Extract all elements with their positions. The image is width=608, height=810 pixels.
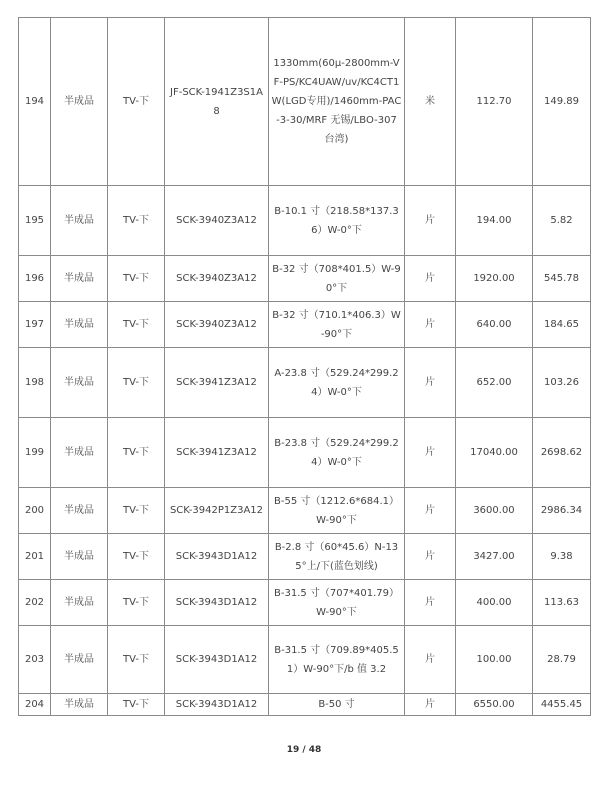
cell-qty: 6550.00 xyxy=(456,694,533,716)
table-row xyxy=(19,186,591,256)
cell-no: 195 xyxy=(19,186,51,256)
cell-spec: B-32 寸（710.1*406.3）W-90°下 xyxy=(269,302,405,348)
table-row xyxy=(19,18,591,186)
cell-code: SCK-3940Z3A12 xyxy=(165,186,269,256)
cell-spec: B-10.1 寸（218.58*137.36）W-0°下 xyxy=(269,186,405,256)
cell-cat: TV-下 xyxy=(108,418,165,488)
inventory-table xyxy=(18,17,591,716)
cell-code: SCK-3943D1A12 xyxy=(165,534,269,580)
cell-spec: B-2.8 寸（60*45.6）N-135°上/下(蓝色划线) xyxy=(269,534,405,580)
cell-unit: 片 xyxy=(405,694,456,716)
cell-qty: 1920.00 xyxy=(456,256,533,302)
table-row xyxy=(19,580,591,626)
cell-spec: A-23.8 寸（529.24*299.24）W-0°下 xyxy=(269,348,405,418)
cell-code: SCK-3940Z3A12 xyxy=(165,302,269,348)
cell-unit: 片 xyxy=(405,186,456,256)
cell-amount: 103.26 xyxy=(533,348,591,418)
cell-cat: TV-下 xyxy=(108,626,165,694)
cell-qty: 112.70 xyxy=(456,18,533,186)
table-row xyxy=(19,626,591,694)
cell-type: 半成品 xyxy=(51,186,108,256)
cell-unit: 片 xyxy=(405,488,456,534)
cell-unit: 片 xyxy=(405,580,456,626)
cell-qty: 17040.00 xyxy=(456,418,533,488)
cell-no: 202 xyxy=(19,580,51,626)
cell-amount: 4455.45 xyxy=(533,694,591,716)
cell-no: 204 xyxy=(19,694,51,716)
cell-unit: 米 xyxy=(405,18,456,186)
cell-qty: 652.00 xyxy=(456,348,533,418)
cell-cat: TV-下 xyxy=(108,348,165,418)
cell-type: 半成品 xyxy=(51,302,108,348)
cell-no: 201 xyxy=(19,534,51,580)
cell-amount: 149.89 xyxy=(533,18,591,186)
cell-type: 半成品 xyxy=(51,534,108,580)
cell-spec: B-31.5 寸（707*401.79）W-90°下 xyxy=(269,580,405,626)
cell-no: 199 xyxy=(19,418,51,488)
cell-no: 200 xyxy=(19,488,51,534)
cell-type: 半成品 xyxy=(51,418,108,488)
cell-no: 194 xyxy=(19,18,51,186)
cell-spec: B-50 寸 xyxy=(269,694,405,716)
cell-spec: B-23.8 寸（529.24*299.24）W-0°下 xyxy=(269,418,405,488)
cell-cat: TV-下 xyxy=(108,488,165,534)
cell-qty: 3600.00 xyxy=(456,488,533,534)
cell-cat: TV-下 xyxy=(108,580,165,626)
cell-amount: 28.79 xyxy=(533,626,591,694)
cell-amount: 545.78 xyxy=(533,256,591,302)
cell-amount: 5.82 xyxy=(533,186,591,256)
cell-amount: 113.63 xyxy=(533,580,591,626)
cell-code: SCK-3943D1A12 xyxy=(165,626,269,694)
cell-qty: 640.00 xyxy=(456,302,533,348)
cell-unit: 片 xyxy=(405,348,456,418)
table-row xyxy=(19,534,591,580)
cell-cat: TV-下 xyxy=(108,256,165,302)
cell-no: 203 xyxy=(19,626,51,694)
cell-unit: 片 xyxy=(405,626,456,694)
cell-spec: B-32 寸（708*401.5）W-90°下 xyxy=(269,256,405,302)
cell-code: SCK-3943D1A12 xyxy=(165,694,269,716)
cell-no: 197 xyxy=(19,302,51,348)
cell-spec: B-31.5 寸（709.89*405.51）W-90°下/b 值 3.2 xyxy=(269,626,405,694)
cell-type: 半成品 xyxy=(51,256,108,302)
cell-spec: B-55 寸（1212.6*684.1）W-90°下 xyxy=(269,488,405,534)
cell-code: SCK-3940Z3A12 xyxy=(165,256,269,302)
cell-qty: 194.00 xyxy=(456,186,533,256)
table-row xyxy=(19,302,591,348)
cell-cat: TV-下 xyxy=(108,18,165,186)
cell-code: JF-SCK-1941Z3S1A8 xyxy=(165,18,269,186)
cell-type: 半成品 xyxy=(51,18,108,186)
cell-code: SCK-3941Z3A12 xyxy=(165,418,269,488)
cell-amount: 9.38 xyxy=(533,534,591,580)
table-row xyxy=(19,488,591,534)
cell-cat: TV-下 xyxy=(108,694,165,716)
table-row xyxy=(19,418,591,488)
cell-qty: 400.00 xyxy=(456,580,533,626)
cell-unit: 片 xyxy=(405,256,456,302)
cell-code: SCK-3941Z3A12 xyxy=(165,348,269,418)
cell-code: SCK-3943D1A12 xyxy=(165,580,269,626)
cell-cat: TV-下 xyxy=(108,534,165,580)
cell-amount: 2698.62 xyxy=(533,418,591,488)
cell-unit: 片 xyxy=(405,302,456,348)
cell-type: 半成品 xyxy=(51,348,108,418)
cell-amount: 184.65 xyxy=(533,302,591,348)
cell-qty: 3427.00 xyxy=(456,534,533,580)
cell-cat: TV-下 xyxy=(108,186,165,256)
cell-unit: 片 xyxy=(405,418,456,488)
cell-type: 半成品 xyxy=(51,626,108,694)
cell-code: SCK-3942P1Z3A12 xyxy=(165,488,269,534)
cell-cat: TV-下 xyxy=(108,302,165,348)
cell-type: 半成品 xyxy=(51,488,108,534)
cell-no: 198 xyxy=(19,348,51,418)
cell-spec: 1330mm(60μ-2800mm-VF-PS/KC4UAW/uv/KC4CT1W(LGD专用)/1460mm-PAC-3-30/MRF 无锡/LBO-307 台湾) xyxy=(269,18,405,186)
cell-type: 半成品 xyxy=(51,694,108,716)
table-row xyxy=(19,348,591,418)
cell-qty: 100.00 xyxy=(456,626,533,694)
cell-amount: 2986.34 xyxy=(533,488,591,534)
cell-no: 196 xyxy=(19,256,51,302)
cell-unit: 片 xyxy=(405,534,456,580)
table-row xyxy=(19,256,591,302)
table-row xyxy=(19,694,591,716)
cell-type: 半成品 xyxy=(51,580,108,626)
page-number: 19 / 48 xyxy=(286,745,322,755)
